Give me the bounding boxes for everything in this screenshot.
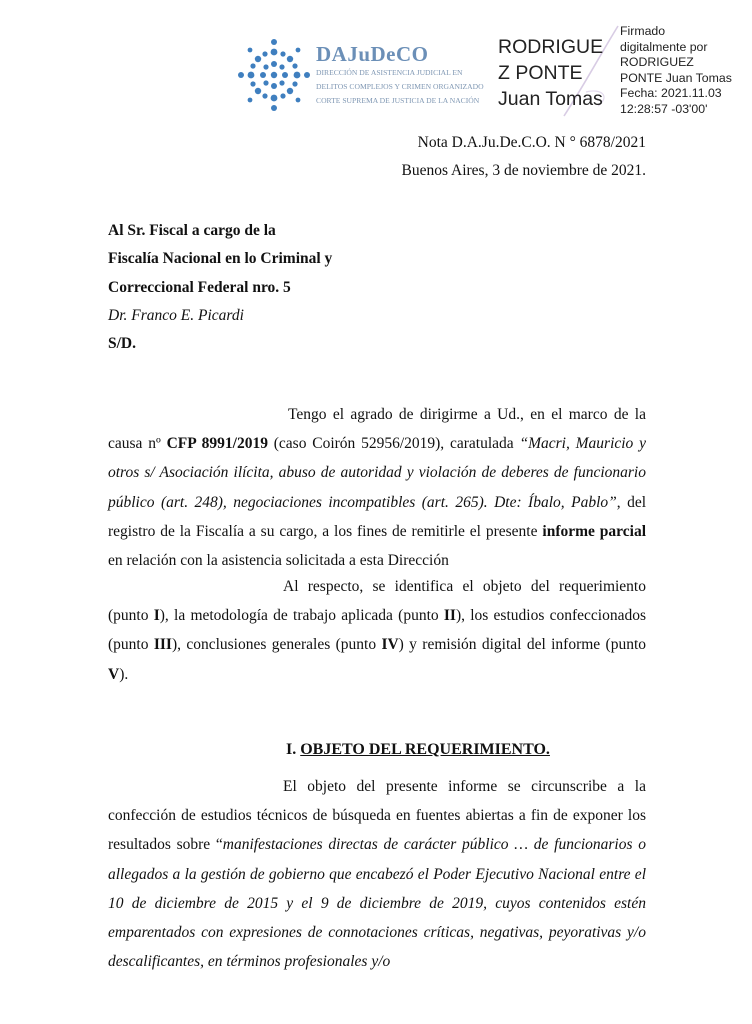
p2-text-3: ), los estudios confeccionados (punto	[108, 607, 646, 654]
point-2: II	[443, 607, 456, 625]
section-1-title	[286, 741, 550, 759]
document-date: Buenos Aires, 3 de noviembre de 2021.	[401, 162, 646, 179]
signature-name	[498, 34, 616, 112]
s1-text-1: El objeto del presente informe se circunscribe a la confección de estudios técnicos de búsqueda en fuentes abiertas a fin de exponer los resultados sobre “	[108, 778, 646, 854]
p2-text-6: ).	[119, 665, 129, 683]
brand-line-3: CORTE SUPREMA DE JUSTICIA DE LA NACIÓN	[316, 96, 480, 105]
p2-text-1: Al respecto, se identifica el objeto del requerimiento (punto	[108, 578, 646, 625]
signature-name-line-3: Juan Tomas	[498, 88, 603, 110]
paragraph-intro	[108, 400, 646, 575]
paragraph-outline	[108, 572, 646, 689]
p1-text-4: en relación con la asistencia solicitada a esta Dirección	[108, 552, 449, 570]
addressee-line-5: S/D.	[108, 335, 136, 353]
addressee-block	[108, 217, 332, 358]
signature-info-line-2: digitalmente por	[620, 39, 708, 54]
addressee-line-4: Dr. Franco E. Picardi	[108, 306, 244, 324]
addressee-line-1: Al Sr. Fiscal a cargo de la	[108, 222, 276, 239]
point-4: IV	[381, 636, 399, 654]
brand-block	[316, 42, 506, 108]
section-1-number: I.	[286, 741, 301, 758]
signature-info-line-5: Fecha: 2021.11.03	[620, 86, 722, 101]
signature-info	[620, 24, 750, 118]
brand-line-1: DIRECCIÓN DE ASISTENCIA JUDICIAL EN	[316, 68, 463, 77]
addressee-line-2: Fiscalía Nacional en lo Criminal y	[108, 250, 333, 268]
section-1-heading: OBJETO DEL REQUERIMIENTO.	[300, 741, 550, 758]
case-caption: “Macri, Mauricio y otros s/ Asociación ilícita, abuso de autoridad y violación de deberes de funcionario público (art. 248), negociaciones incompatibles (art. 265). Dte: Íbalo, Pablo”	[108, 435, 646, 511]
brand-name: DAJuDeCO	[316, 42, 429, 66]
dajudeco-logo-icon	[238, 38, 310, 112]
section-1-body	[108, 772, 646, 976]
p1-text-3: , del registro de la Fiscalía a su cargo, a los fines de remitirle el presente	[108, 493, 647, 540]
signature-info-line-6: 12:28:57 -03'00'	[620, 101, 708, 116]
signature-name-line-1: RODRIGUE	[498, 36, 604, 58]
report-type: informe parcial	[542, 522, 646, 540]
signature-info-line-1: Firmado	[620, 24, 666, 38]
signature-info-line-3: RODRIGUEZ	[620, 55, 694, 70]
note-number: Nota D.A.Ju.De.C.O. N ° 6878/2021	[417, 134, 646, 151]
point-1: I	[153, 607, 160, 625]
signature-name-line-2: Z PONTE	[498, 62, 583, 84]
signature-info-line-4: PONTE Juan Tomas	[620, 70, 732, 85]
p2-text-5: ) y remisión digital del informe (punto	[398, 636, 647, 654]
p1-text-2: (caso Coirón 52956/2019), caratulada	[267, 435, 520, 453]
case-number: CFP 8991/2019	[166, 435, 268, 453]
brand-line-2: DELITOS COMPLEJOS Y CRIMEN ORGANIZADO	[316, 82, 484, 91]
p1-text-1: Tengo el agrado de dirigirme a Ud., en el marco de la causa nº	[108, 406, 646, 453]
s1-quote: manifestaciones directas de carácter público … de funcionarios o allegados a la gestión de gobierno que encabezó el Poder Ejecutivo Nacional entre el 10 de diciembre de 2015 y el 9 de diciembre de 2019, cuyos contenidos estén emparentados con expresiones de connotaciones críticas, negativas, peyorativas y/o descalificantes, en términos profesionales y/o	[108, 836, 646, 971]
point-5: V	[108, 665, 120, 683]
point-3: III	[153, 636, 172, 654]
addressee-line-3: Correccional Federal nro. 5	[108, 278, 291, 296]
p2-text-4: ), conclusiones generales (punto	[171, 636, 382, 654]
p2-text-2: ), la metodología de trabajo aplicada (punto	[159, 607, 444, 625]
